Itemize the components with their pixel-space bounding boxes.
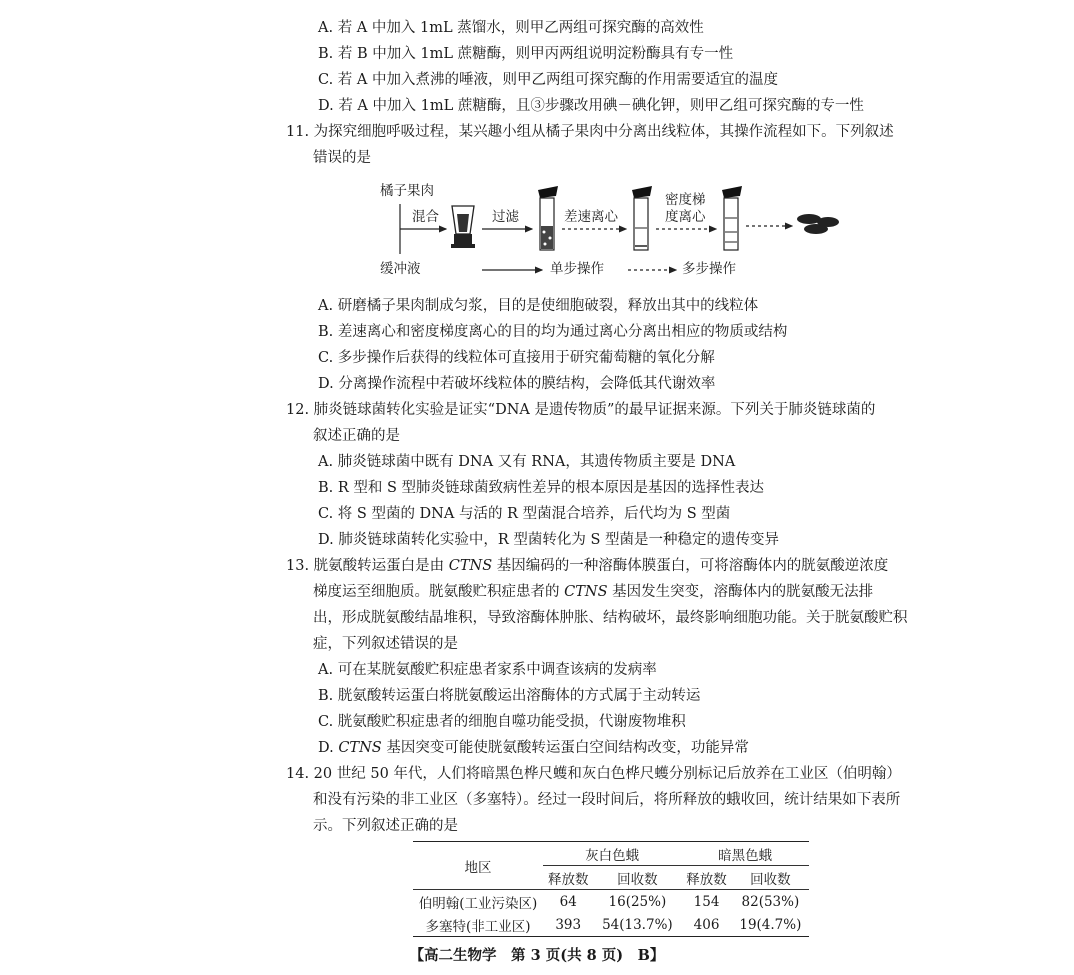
gene-name: CTNS: [448, 558, 493, 574]
test-tube-icon: [722, 186, 742, 250]
blender-icon: [451, 206, 475, 248]
q11-option-c: C. 多步操作后获得的线粒体可直接用于研究葡萄糖的氧化分解: [318, 350, 715, 366]
q11-stem-line2: 错误的是: [313, 150, 371, 166]
header-region: 地区: [413, 842, 543, 890]
q13-text: 13. 胱氨酸转运蛋白是由: [286, 558, 449, 574]
cell-dark-released: 154: [693, 893, 720, 910]
mitochondria-icon: [797, 214, 839, 234]
step-mix-label: 混合: [412, 209, 439, 225]
input-buffer-label: 缓冲液: [380, 261, 421, 277]
q13-option-b: B. 胱氨酸转运蛋白将胱氨酸运出溶酶体的方式属于主动转运: [318, 688, 701, 704]
header-grey-moth: 灰白色蛾: [543, 842, 681, 866]
q11-option-a: A. 研磨橘子果肉制成匀浆，目的是使细胞破裂，释放出其中的线粒体: [318, 298, 759, 314]
q10-option-a: A. 若 A 中加入 1mL 蒸馏水，则甲乙两组可探究酶的高效性: [318, 20, 704, 36]
q10-option-d: D. 若 A 中加入 1mL 蔗糖酶，且③步骤改用碘－碘化钾，则甲乙组可探究酶的专一性: [318, 98, 864, 114]
q14-stem-line2: 和没有污染的非工业区（多塞特）。经过一段时间后，将所释放的蛾收回，统计结果如下表所: [313, 792, 901, 808]
mitochondria-isolation-diagram: [372, 176, 852, 284]
step-differential-centrifugation-label: 差速离心: [564, 209, 618, 225]
step-density-gradient-label-2: 度离心: [665, 209, 706, 225]
gene-name: CTNS: [564, 584, 608, 600]
q10-option-c: C. 若 A 中加入煮沸的唾液，则甲乙两组可探究酶的作用需要适宜的温度: [318, 72, 778, 88]
gene-name: CTNS: [338, 740, 382, 756]
legend-single-step-label: 单步操作: [550, 261, 604, 277]
cell-region: 伯明翰(工业污染区): [418, 895, 538, 912]
cell-grey-recovered: 16(25%): [608, 893, 667, 910]
cell-grey-released: 64: [559, 893, 577, 910]
q11-option-b: B. 差速离心和密度梯度离心的目的均为通过离心分离出相应的物质或结构: [318, 324, 788, 340]
moth-recapture-table: [413, 841, 809, 937]
step-filter-label: 过滤: [492, 209, 519, 225]
cell-dark-recovered: 19(4.7%): [732, 913, 809, 937]
q11-option-d: D. 分离操作流程中若破坏线粒体的膜结构，会降低其代谢效率: [318, 376, 716, 392]
test-tube-icon: [538, 186, 558, 250]
cell-dark-recovered: 82(53%): [741, 893, 800, 910]
q13-text: 梯度运至细胞质。胱氨酸贮积症患者的: [313, 584, 565, 600]
q13-stem-line4: 症，下列叙述错误的是: [313, 636, 458, 652]
header-dark-released: 释放数: [681, 866, 731, 890]
q13-text: 基因突变可能使胱氨酸转运蛋白空间结构改变，功能异常: [381, 740, 749, 756]
q12-option-a: A. 肺炎链球菌中既有 DNA 又有 RNA，其遗传物质主要是 DNA: [318, 454, 736, 470]
header-dark-moth: 暗黑色蛾: [681, 842, 809, 866]
header-dark-recovered: 回收数: [732, 866, 809, 890]
q13-option-c: C. 胱氨酸贮积症患者的细胞自噬功能受损，代谢废物堆积: [318, 714, 686, 730]
q14-stem-line1: 14. 20 世纪 50 年代，人们将暗黑色桦尺蠖和灰白色桦尺蠖分别标记后放养在工业区（伯明翰）: [286, 766, 901, 782]
q13-text: D.: [318, 740, 339, 756]
q11-stem-line1: 11. 为探究细胞呼吸过程，某兴趣小组从橘子果肉中分离出线粒体，其操作流程如下。下列叙述: [286, 124, 894, 140]
q12-option-d: D. 肺炎链球菌转化实验中，R 型菌转化为 S 型菌是一种稳定的遗传变异: [318, 532, 780, 548]
cell-grey-released: 393: [543, 913, 593, 937]
q12-option-b: B. R 型和 S 型肺炎链球菌致病性差异的根本原因是基因的选择性表达: [318, 480, 765, 496]
table-row: [413, 890, 809, 914]
cell-dark-released: 406: [681, 913, 731, 937]
step-density-gradient-label-1: 密度梯: [665, 192, 706, 208]
header-grey-released: 释放数: [543, 866, 593, 890]
cell-grey-recovered: 54(13.7%): [593, 913, 681, 937]
q10-option-b: B. 若 B 中加入 1mL 蔗糖酶，则甲丙两组说明淀粉酶具有专一性: [318, 46, 734, 62]
q13-text: 基因编码的一种溶酶体膜蛋白，可将溶酶体内的胱氨酸逆浓度: [492, 558, 889, 574]
q12-stem-line1: 12. 肺炎链球菌转化实验是证实“DNA 是遗传物质”的最早证据来源。下列关于肺炎链球菌的: [286, 402, 876, 418]
q13-option-d: [318, 738, 749, 758]
flow-diagram-graphic: [372, 176, 852, 284]
test-tube-icon: [632, 186, 652, 250]
q12-stem-line2: 叙述正确的是: [313, 428, 400, 444]
input-orange-pulp-label: 橘子果肉: [380, 183, 434, 199]
legend-multi-step-label: 多步操作: [682, 261, 736, 277]
cell-region: 多塞特(非工业区): [413, 913, 543, 937]
q13-option-a: A. 可在某胱氨酸贮积症患者家系中调查该病的发病率: [318, 662, 657, 678]
page-footer: 【高二生物学 第 3 页(共 8 页) B】: [409, 947, 665, 964]
q13-stem-line3: 出，形成胱氨酸结晶堆积，导致溶酶体肿胀、结构破坏，最终影响细胞功能。关于胱氨酸贮积: [313, 610, 908, 626]
q13-text: 基因发生突变，溶酶体内的胱氨酸无法排: [607, 584, 874, 600]
q13-stem-line2: [313, 582, 873, 602]
header-grey-recovered: 回收数: [593, 866, 681, 890]
q13-stem-line1: [286, 556, 888, 576]
table-row: [413, 913, 809, 937]
q14-stem-line3: 示。下列叙述正确的是: [313, 818, 458, 834]
q12-option-c: C. 将 S 型菌的 DNA 与活的 R 型菌混合培养，后代均为 S 型菌: [318, 506, 731, 522]
